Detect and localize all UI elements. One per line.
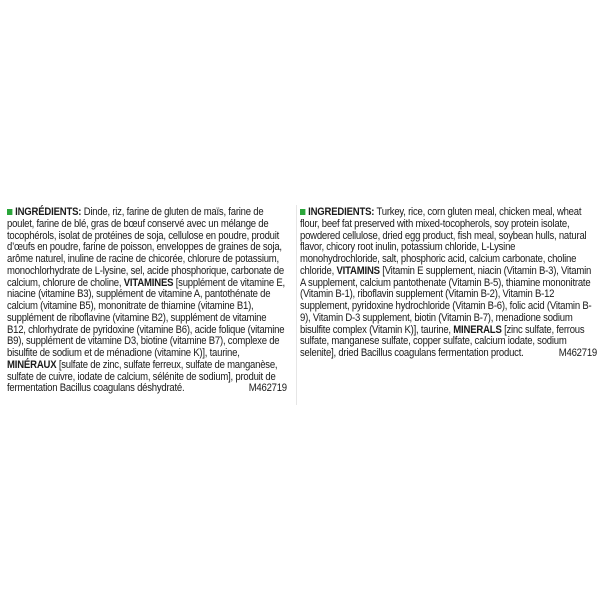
column-divider	[296, 205, 297, 405]
minerals-label: MINÉRAUX	[7, 358, 57, 371]
vitamins-label: VITAMINES	[123, 276, 174, 289]
product-code: M462719	[248, 382, 287, 395]
green-square-icon	[300, 209, 305, 215]
product-code: M462719	[558, 347, 597, 359]
ingredients-heading: INGREDIENTS:	[308, 206, 375, 218]
minerals-label: MINERALS	[453, 323, 502, 336]
ingredients-heading: INGRÉDIENTS:	[15, 206, 82, 218]
green-square-icon	[7, 209, 12, 215]
ingredients-panel-french	[7, 207, 287, 395]
ingredients-panel-english	[300, 207, 597, 360]
ingredients-list: Dinde, riz, farine de gluten de maïs, farine de poulet, farine de blé, gras de bœuf conservé avec un mélange de tocophérols, isolat de protéines de soja, cellulose en poudre, produit d’œufs en poudre, farine de poisson, enveloppes de graines de soja, arôme naturel, inuline de racine de chicorée, chlorure de potassium, monochlorhydrate de L-lysine, sel, acide phosphorique, carbonate de calcium, chlorure de choline,	[7, 206, 284, 289]
minerals-list: [sulfate de zinc, sulfate ferreux, sulfate de manganèse, sulfate de cuivre, iodate de calcium, sélénite de sodium], produit de fermentation Bacillus coagulans déshydraté.	[7, 358, 278, 395]
vitamins-list: [supplément de vitamine E, niacine (vitamine B3), supplément de vitamine A, pantothénate de calcium (vitamine B5), mononitrate de thiamine (vitamine B1), supplément de riboflavine (vitamine B2), supplément de vitamine B12, chlorhydrate de pyridoxine (vitamine B6), acide folique (vitamine B9), supplément de vitamine D3, biotine (vitamine B7), complexe de bisulfite de sodium et de ménadione (vitamine K)], taurine,	[7, 276, 285, 359]
vitamins-label: VITAMINS	[336, 264, 380, 277]
ingredients-text-english	[300, 207, 597, 360]
minerals-list: [zinc sulfate, ferrous sulfate, manganese sulfate, copper sulfate, calcium iodate, sodium selenite], dried Bacillus coagulans fermentation product.	[300, 323, 585, 359]
ingredients-list: Turkey, rice, corn gluten meal, chicken meal, wheat flour, beef fat preserved with mixed-tocopherols, soy protein isolate, powdered cellulose, dried egg product, fish meal, soybean hulls, natural flavor, chicory root inulin, potassium chloride, L-Lysine monohydrochloride, salt, phosphoric acid, calcium carbonate, choline chloride,	[300, 206, 587, 277]
vitamins-list: [Vitamin E supplement, niacin (Vitamin B-3), Vitamin A supplement, calcium pantothenate (Vitamin B-5), thiamine mononitrate (Vitamin B-1), riboflavin supplement (Vitamin B-2), Vitamin B-12 supplement, pyridoxine hydrochloride (Vitamin B-6), folic acid (Vitamin B-9), Vitamin D-3 supplement, biotin (Vitamin B-7), menadione sodium bisulfite complex (Vitamin K)], taurine,	[300, 264, 592, 336]
ingredients-text-french	[7, 207, 287, 395]
